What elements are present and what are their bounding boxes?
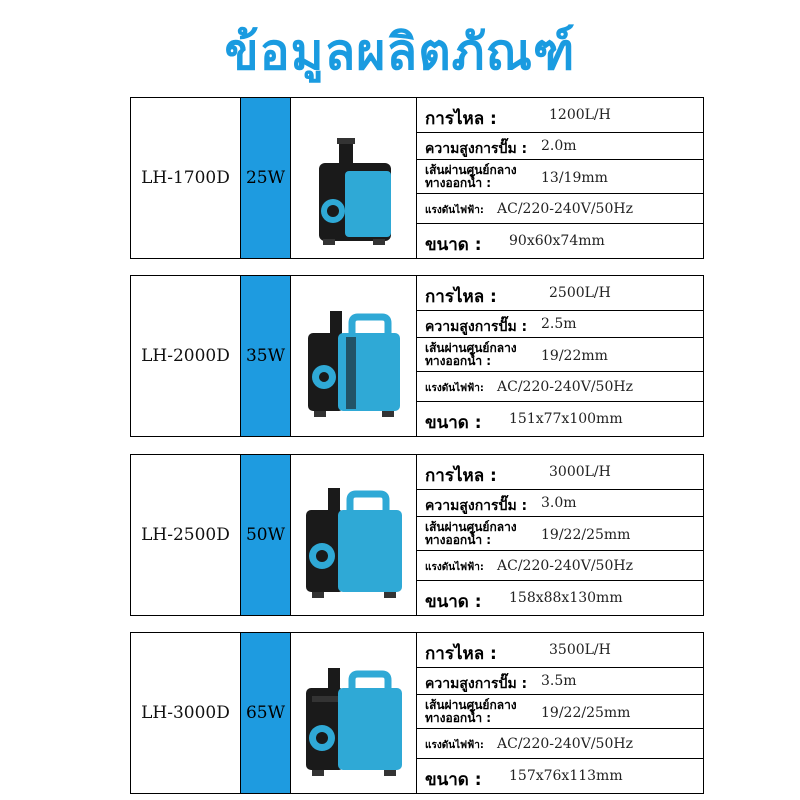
head-value: 3.0m	[541, 495, 577, 511]
size-label: ขนาด :	[425, 770, 482, 790]
diameter-label-line1: เส้นผ่านศูนย์กลาง	[425, 698, 517, 712]
diameter-value: 19/22mm	[541, 348, 608, 364]
spec-diameter	[417, 695, 703, 729]
spec-voltage	[417, 551, 703, 581]
product-row-lh-3000d	[130, 632, 704, 794]
wattage-cell: 65W	[241, 633, 291, 793]
spec-voltage	[417, 729, 703, 759]
wattage-cell: 25W	[241, 98, 291, 258]
flow-value: 3500L/H	[549, 642, 611, 658]
size-label: ขนาด :	[425, 413, 482, 433]
wattage-cell: 50W	[241, 455, 291, 615]
diameter-value: 19/22/25mm	[541, 527, 631, 543]
flow-value: 1200L/H	[549, 107, 611, 123]
flow-label: การไหล :	[425, 109, 497, 129]
voltage-value: AC/220-240V/50Hz	[497, 736, 633, 752]
head-value: 3.5m	[541, 673, 577, 689]
spec-list	[417, 276, 703, 436]
flow-value: 2500L/H	[549, 285, 611, 301]
diameter-label-line2: ทางออกน้ำ :	[425, 533, 492, 547]
diameter-label-line1: เส้นผ่านศูนย์กลาง	[425, 163, 517, 177]
spec-head	[417, 490, 703, 517]
flow-label: การไหล :	[425, 644, 497, 664]
spec-list	[417, 98, 703, 258]
wattage-cell: 35W	[241, 276, 291, 436]
spec-diameter	[417, 160, 703, 194]
spec-flow	[417, 633, 703, 668]
product-row-lh-2500d	[130, 454, 704, 616]
flow-value: 3000L/H	[549, 464, 611, 480]
voltage-label: แรงดันไฟฟ้า:	[425, 562, 484, 573]
diameter-value: 13/19mm	[541, 170, 608, 186]
diameter-value: 19/22/25mm	[541, 705, 631, 721]
spec-size	[417, 759, 703, 795]
pump-image	[291, 633, 417, 793]
diameter-label-line2: ทางออกน้ำ :	[425, 176, 492, 190]
spec-list	[417, 633, 703, 793]
spec-voltage	[417, 372, 703, 402]
spec-size	[417, 581, 703, 617]
spec-list	[417, 455, 703, 615]
spec-head	[417, 311, 703, 338]
page-title: ข้อมูลผลิตภัณฑ์	[224, 23, 576, 81]
pump-icon	[299, 103, 409, 253]
size-label: ขนาด :	[425, 235, 482, 255]
head-label: ความสูงการปั๊ม :	[425, 498, 528, 514]
pump-icon	[294, 638, 414, 788]
size-label: ขนาด :	[425, 592, 482, 612]
head-label: ความสูงการปั๊ม :	[425, 676, 528, 692]
diameter-label-line2: ทางออกน้ำ :	[425, 711, 492, 725]
spec-flow	[417, 455, 703, 490]
size-value: 158x88x130mm	[509, 590, 623, 606]
model-name: LH-2000D	[131, 276, 241, 436]
pump-image	[291, 98, 417, 258]
voltage-value: AC/220-240V/50Hz	[497, 558, 633, 574]
head-value: 2.0m	[541, 138, 577, 154]
pump-image	[291, 455, 417, 615]
spec-size	[417, 224, 703, 260]
pump-icon	[294, 460, 414, 610]
size-value: 90x60x74mm	[509, 233, 605, 249]
size-value: 151x77x100mm	[509, 411, 623, 427]
spec-head	[417, 668, 703, 695]
diameter-label-line2: ทางออกน้ำ :	[425, 354, 492, 368]
voltage-label: แรงดันไฟฟ้า:	[425, 383, 484, 394]
spec-diameter	[417, 338, 703, 372]
diameter-label-line1: เส้นผ่านศูนย์กลาง	[425, 520, 517, 534]
head-label: ความสูงการปั๊ม :	[425, 141, 528, 157]
size-value: 157x76x113mm	[509, 768, 623, 784]
head-label: ความสูงการปั๊ม :	[425, 319, 528, 335]
voltage-label: แรงดันไฟฟ้า:	[425, 205, 484, 216]
diameter-label-line1: เส้นผ่านศูนย์กลาง	[425, 341, 517, 355]
head-value: 2.5m	[541, 316, 577, 332]
spec-size	[417, 402, 703, 438]
product-row-lh-2000d	[130, 275, 704, 437]
spec-diameter	[417, 517, 703, 551]
spec-voltage	[417, 194, 703, 224]
model-name: LH-1700D	[131, 98, 241, 258]
spec-head	[417, 133, 703, 160]
flow-label: การไหล :	[425, 287, 497, 307]
voltage-value: AC/220-240V/50Hz	[497, 201, 633, 217]
flow-label: การไหล :	[425, 466, 497, 486]
model-name: LH-2500D	[131, 455, 241, 615]
pump-image	[291, 276, 417, 436]
pump-icon	[294, 281, 414, 431]
spec-flow	[417, 98, 703, 133]
voltage-label: แรงดันไฟฟ้า:	[425, 740, 484, 751]
model-name: LH-3000D	[131, 633, 241, 793]
voltage-value: AC/220-240V/50Hz	[497, 379, 633, 395]
spec-flow	[417, 276, 703, 311]
product-row-lh-1700d	[130, 97, 704, 259]
